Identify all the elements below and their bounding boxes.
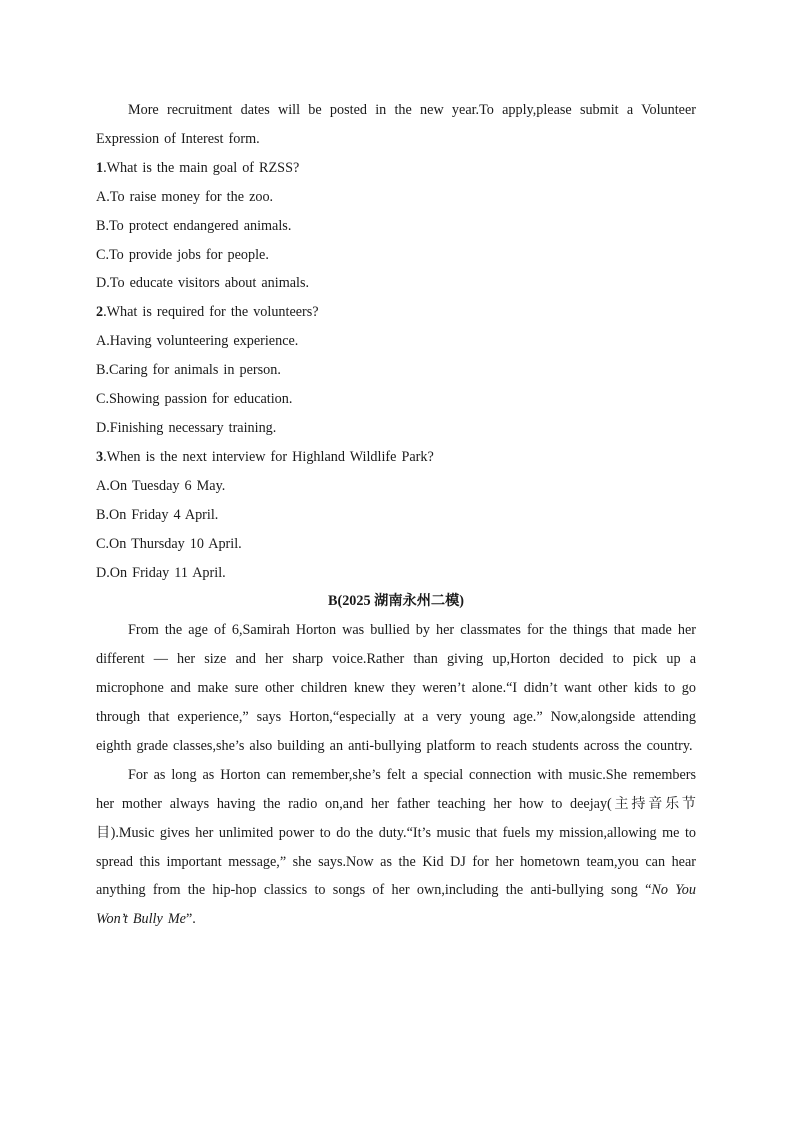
option-b: B.To protect endangered animals. [96, 217, 292, 234]
option-a: A.Having volunteering experience. [96, 333, 299, 350]
question-text: .When is the next interview for Highland Wildlife Park? [103, 448, 434, 465]
option-d: D.On Friday 11 April. [96, 564, 226, 581]
option-a: A.On Tuesday 6 May. [96, 477, 226, 494]
option-b: B.On Friday 4 April. [96, 506, 219, 523]
intro-paragraph: More recruitment dates will be posted in the new year.To apply,please submit a Volunteer Expression of Interest form. [96, 102, 696, 147]
option-b: B.Caring for animals in person. [96, 362, 281, 379]
option-c: C.To provide jobs for people. [96, 246, 269, 263]
passage-paragraph-1: From the age of 6,Samirah Horton was bullied by her classmates for the things that made her different — her size and her sharp voice.Rather than giving up,Horton decided to pick up a microphone and make sure other children knew they weren’t alone.“I didn’t want other kids to go through that experience,” says Horton,“especially at a very young age.” Now,alongside attending eighth grade classes,she’s also building an anti-bullying platform to reach students across the country. [96, 622, 696, 754]
question-stem [96, 443, 696, 472]
option-c: C.On Thursday 10 April. [96, 535, 242, 552]
paragraph-text: For as long as Horton can remember,she’s felt a special connection with music.She remembers her mother always having the radio on,and her father teaching her how to deejay(主持音乐节目).Music gives her unlimited power to do the duty.“It’s music that fuels my mission,allowing me to spread this important message,” she says.Now as the Kid DJ for her hometown team,you can hear anything from the hip-hop classics to songs of her own,including the anti-bullying song “ [96, 766, 696, 899]
song-title: No You Won’t Bully Me [96, 882, 696, 928]
question-stem [96, 154, 696, 183]
question-number: 1 [96, 159, 104, 176]
question-text: .What is the main goal of RZSS? [103, 159, 300, 176]
passage-paragraph-2 [96, 761, 696, 934]
option-d: D.To educate visitors about animals. [96, 275, 310, 292]
question-number: 2 [96, 304, 104, 321]
option-d: D.Finishing necessary training. [96, 419, 277, 436]
document-page [96, 96, 696, 934]
option-c: C.Showing passion for education. [96, 391, 293, 408]
section-letter: B [328, 593, 338, 610]
question-text: .What is required for the volunteers? [103, 304, 319, 321]
option-a: A.To raise money for the zoo. [96, 188, 274, 205]
question-2 [96, 298, 696, 443]
section-source: (2025 湖南永州二模) [337, 593, 464, 610]
question-stem [96, 298, 696, 327]
question-number: 3 [96, 448, 104, 465]
paragraph-end: ”. [185, 911, 196, 928]
question-1 [96, 154, 696, 299]
question-3 [96, 443, 696, 588]
section-heading [96, 587, 696, 616]
